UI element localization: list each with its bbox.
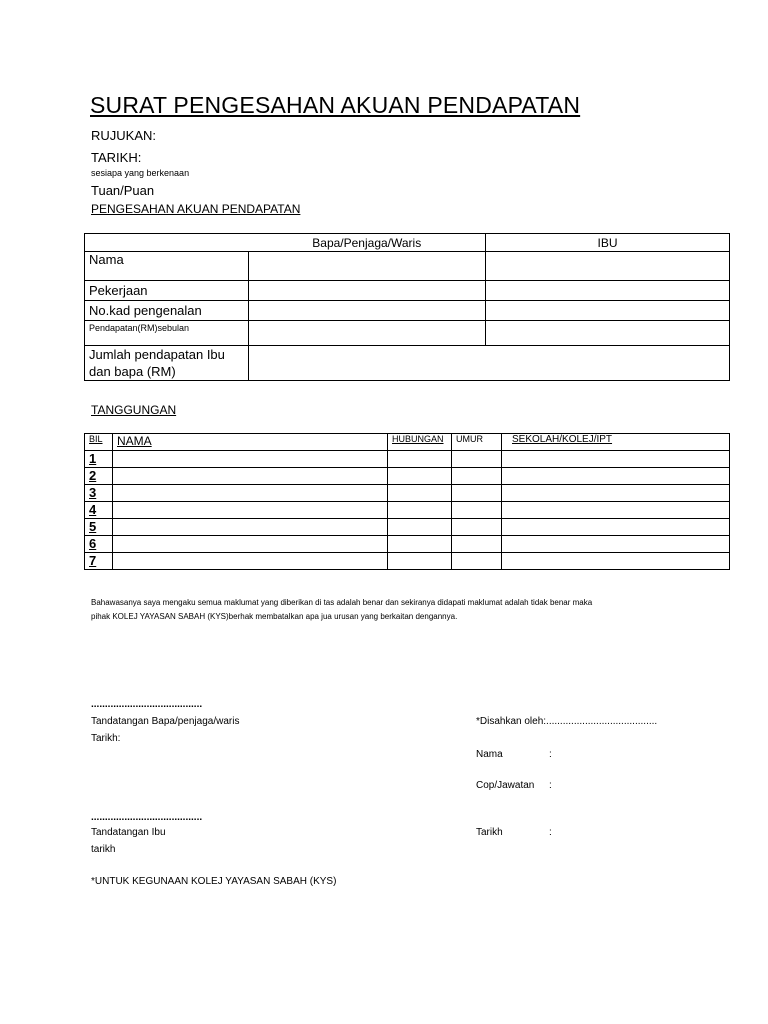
dependent-umur-cell[interactable] (452, 536, 502, 553)
parent-pendapatan-cell[interactable] (249, 321, 486, 346)
row-number: 1 (85, 451, 113, 468)
jumlah-line2: dan bapa (RM) (89, 364, 176, 379)
row-number: 5 (85, 519, 113, 536)
tarikh-label: TARIKH: (91, 150, 142, 165)
parent-pekerjaan-cell[interactable] (249, 281, 486, 301)
dependent-sekolah-cell[interactable] (502, 553, 730, 570)
dependent-hubungan-cell[interactable] (388, 553, 452, 570)
row-number: 2 (85, 468, 113, 485)
mother-signature-label: Tandatangan Ibu (91, 827, 166, 838)
addressee: sesiapa yang berkenaan (91, 168, 190, 178)
dependent-hubungan-cell[interactable] (388, 536, 452, 553)
declaration-line-2: pihak KOLEJ YAYASAN SABAH (KYS)berhak membatalkan apa jua urusan yang berkaitan dengannya. (91, 612, 458, 621)
row-label-jumlah (85, 346, 249, 381)
row-number: 7 (85, 553, 113, 570)
mother-signature-line[interactable]: ........................................ (91, 812, 203, 823)
row-number: 3 (85, 485, 113, 502)
dependent-sekolah-cell[interactable] (502, 485, 730, 502)
dependent-hubungan-cell[interactable] (388, 485, 452, 502)
dependent-sekolah-cell[interactable] (502, 451, 730, 468)
dependent-sekolah-cell[interactable] (502, 536, 730, 553)
dependent-sekolah-cell[interactable] (502, 502, 730, 519)
rujukan-label: RUJUKAN: (91, 128, 157, 143)
row-number: 4 (85, 502, 113, 519)
dependent-hubungan-cell[interactable] (388, 468, 452, 485)
dependent-row (85, 502, 730, 519)
mother-nama-cell[interactable] (486, 252, 730, 281)
footnote: *UNTUK KEGUNAAN KOLEJ YAYASAN SABAH (KYS) (91, 876, 337, 887)
row-number: 6 (85, 536, 113, 553)
row-label-pekerjaan: Pekerjaan (85, 281, 249, 301)
dependent-hubungan-cell[interactable] (388, 519, 452, 536)
header-umur: UMUR (452, 434, 502, 451)
mother-date-label: tarikh (91, 844, 116, 855)
mother-kad-cell[interactable] (486, 301, 730, 321)
verifier-nama-label: Nama (476, 749, 503, 760)
header-nama: NAMA (113, 434, 388, 451)
parent-kad-cell[interactable] (249, 301, 486, 321)
dependent-row (85, 451, 730, 468)
dependent-hubungan-cell[interactable] (388, 451, 452, 468)
dependent-umur-cell[interactable] (452, 519, 502, 536)
header-hubungan: HUBUNGAN (388, 434, 452, 451)
salutation: Tuan/Puan (91, 183, 155, 198)
dependent-umur-cell[interactable] (452, 502, 502, 519)
verifier-tarikh-colon: : (549, 827, 552, 838)
dependent-nama-cell[interactable] (113, 468, 388, 485)
dependent-nama-cell[interactable] (113, 553, 388, 570)
verifier-cop-colon: : (549, 780, 552, 791)
jumlah-cell[interactable] (249, 346, 730, 381)
parent-date-label: Tarikh: (91, 733, 121, 744)
row-label-kad: No.kad pengenalan (85, 301, 249, 321)
verified-by-field[interactable]: *Disahkan oleh:........................................ (476, 716, 658, 727)
declaration-text (91, 596, 711, 624)
dependent-nama-cell[interactable] (113, 519, 388, 536)
dependent-nama-cell[interactable] (113, 502, 388, 519)
dependent-row (85, 536, 730, 553)
dependent-nama-cell[interactable] (113, 485, 388, 502)
dependent-sekolah-cell[interactable] (502, 519, 730, 536)
declaration-line-1: Bahawasanya saya mengaku semua maklumat yang diberikan di tas adalah benar dan sekiranya didapati maklumat adalah tidak benar maka (91, 598, 593, 607)
dependent-row (85, 468, 730, 485)
dependent-umur-cell[interactable] (452, 451, 502, 468)
dependent-nama-cell[interactable] (113, 451, 388, 468)
header-bil: BIL (85, 434, 113, 451)
dependent-row (85, 553, 730, 570)
parent-signature-line[interactable]: ........................................ (91, 699, 203, 710)
dependent-row (85, 519, 730, 536)
row-label-nama: Nama (85, 252, 249, 281)
parent-nama-cell[interactable] (249, 252, 486, 281)
dependent-nama-cell[interactable] (113, 536, 388, 553)
verifier-nama-colon: : (549, 749, 552, 760)
jumlah-line1: Jumlah pendapatan Ibu (89, 347, 225, 362)
header-sekolah: SEKOLAH/KOLEJ/IPT (502, 434, 730, 451)
mother-pendapatan-cell[interactable] (486, 321, 730, 346)
row-label-pendapatan: Pendapatan(RM)sebulan (85, 321, 249, 346)
dependents-heading: TANGGUNGAN (91, 403, 177, 417)
dependent-row (85, 485, 730, 502)
dependent-hubungan-cell[interactable] (388, 502, 452, 519)
subject-heading: PENGESAHAN AKUAN PENDAPATAN (91, 202, 301, 216)
parent-signature-label: Tandatangan Bapa/penjaga/waris (91, 716, 240, 727)
verifier-cop-label: Cop/Jawatan (476, 780, 535, 791)
mother-pekerjaan-cell[interactable] (486, 281, 730, 301)
dependent-sekolah-cell[interactable] (502, 468, 730, 485)
dependent-umur-cell[interactable] (452, 553, 502, 570)
dependent-umur-cell[interactable] (452, 485, 502, 502)
col-mother-header: IBU (486, 234, 730, 252)
col-parent-header: Bapa/Penjaga/Waris (249, 234, 486, 252)
verifier-tarikh-label: Tarikh (476, 827, 503, 838)
document-title: SURAT PENGESAHAN AKUAN PENDAPATAN (90, 92, 581, 118)
dependent-umur-cell[interactable] (452, 468, 502, 485)
dependents-table (84, 433, 730, 570)
income-table (84, 233, 730, 381)
